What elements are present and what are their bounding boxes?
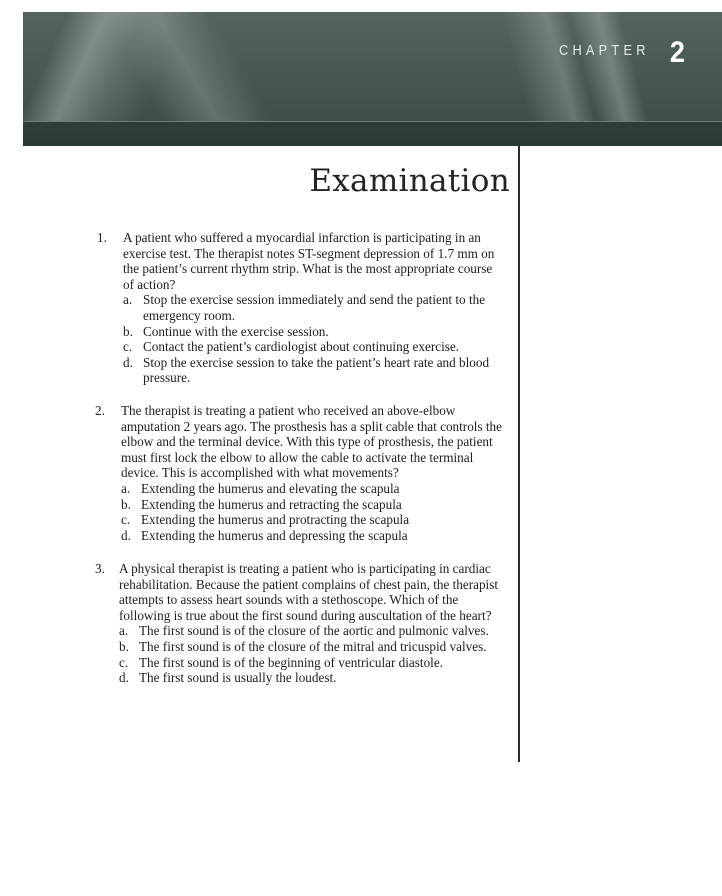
option-text: Extending the humerus and elevating the scapula — [141, 480, 400, 496]
option-letter: a. — [123, 292, 133, 308]
option-letter: d. — [121, 527, 131, 543]
option-d[interactable] — [123, 355, 501, 386]
page-title: Examination — [309, 163, 510, 199]
option-list — [119, 623, 509, 685]
option-text: Stop the exercise session immediately and send the patient to the emergency room. — [143, 292, 486, 323]
option-letter: c. — [121, 512, 131, 528]
option-text: Contact the patient’s cardiologist about continuing exercise. — [143, 339, 460, 355]
chapter-banner — [23, 12, 722, 146]
option-list — [123, 292, 501, 386]
option-text: Continue with the exercise session. — [143, 323, 329, 339]
option-list — [121, 481, 511, 543]
option-letter: b. — [123, 323, 133, 339]
question-stem: A physical therapist is treating a patient who is participating in cardiac rehabilitation. Because the patient complains of chest pain, the therapist attempts to assess heart sounds with a stethoscope. Which of the following is true about the first sound during auscultation of the heart? — [119, 561, 499, 623]
option-text: The first sound is of the closure of the aortic and pulmonic valves. — [139, 623, 489, 639]
option-d[interactable] — [121, 528, 511, 544]
option-letter: c. — [123, 339, 133, 355]
option-c[interactable] — [119, 655, 509, 671]
option-d[interactable] — [119, 670, 509, 686]
question-number: 1. — [97, 230, 107, 245]
chapter-label: CHAPTER — [559, 42, 650, 59]
option-c[interactable] — [121, 512, 511, 528]
option-letter: b. — [119, 638, 129, 654]
option-b[interactable] — [123, 324, 501, 340]
option-text: The first sound is usually the loudest. — [139, 670, 337, 686]
question-stem: The therapist is treating a patient who received an above-elbow amputation 2 years ago. The prosthesis has a split cable that controls the elbow and the terminal device. With this type of prosthesis, the patient must first lock the elbow to allow the cable to activate the terminal device. This is accomplished with what movements? — [121, 403, 503, 481]
option-text: Extending the humerus and protracting the scapula — [141, 512, 410, 528]
option-text: Extending the humerus and retracting the scapula — [141, 496, 402, 512]
option-text: The first sound is of the closure of the mitral and tricuspid valves. — [139, 638, 487, 654]
option-letter: a. — [119, 623, 129, 639]
option-a[interactable] — [121, 481, 511, 497]
question-stem: A patient who suffered a myocardial infarction is participating in an exercise test. The therapist notes ST-segment depression of 1.7 mm on the patient’s current rhythm strip. What is the most appropriate course of action? — [123, 230, 495, 292]
question-number: 2. — [95, 403, 105, 418]
option-letter: a. — [121, 480, 131, 496]
option-c[interactable] — [123, 339, 501, 355]
option-a[interactable] — [119, 623, 509, 639]
option-text: Stop the exercise session to take the patient’s heart rate and blood pressure. — [143, 354, 490, 386]
option-a[interactable] — [123, 292, 501, 323]
banner-band — [23, 121, 722, 146]
option-letter: d. — [123, 354, 133, 370]
option-b[interactable] — [121, 497, 511, 513]
question-number: 3. — [95, 561, 105, 576]
option-letter: b. — [121, 496, 131, 512]
option-letter: d. — [119, 670, 129, 686]
column-divider — [518, 146, 520, 762]
option-text: Extending the humerus and depressing the scapula — [141, 527, 408, 543]
option-letter: c. — [119, 654, 129, 670]
option-text: The first sound is of the beginning of ventricular diastole. — [139, 654, 443, 670]
option-b[interactable] — [119, 639, 509, 655]
chapter-number: 2 — [670, 36, 686, 69]
